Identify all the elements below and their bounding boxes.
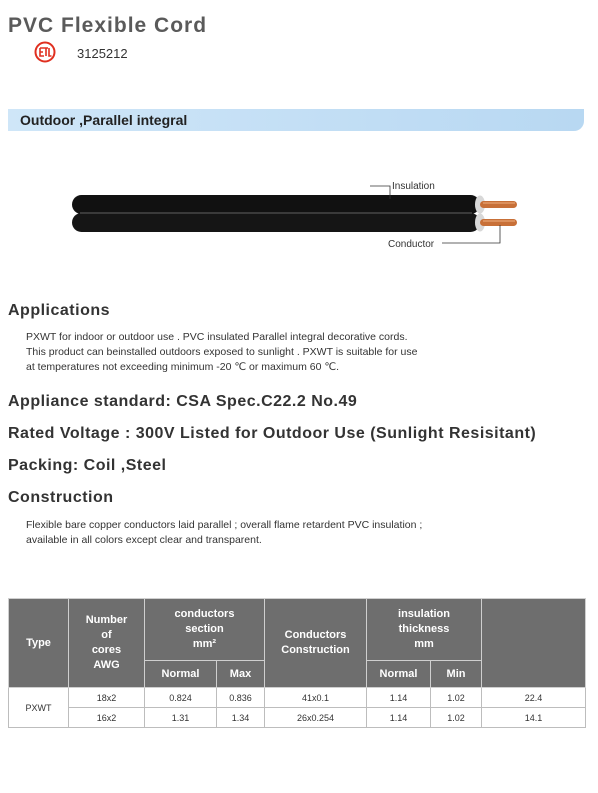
section-normal-cell: 0.824 xyxy=(145,688,217,708)
construction-text xyxy=(26,518,422,548)
header-cores: Number of cores AWG xyxy=(69,599,145,688)
header-section-max: Max xyxy=(217,661,265,688)
page-title: PVC Flexible Cord xyxy=(8,14,208,37)
cable-diagram xyxy=(70,175,530,265)
cable-jacket-upper xyxy=(72,195,480,214)
insulation-normal-cell: 1.14 xyxy=(367,688,431,708)
header-section-normal: Normal xyxy=(145,661,217,688)
applications-line: at temperatures not exceeding minimum -20 ℃ or maximum 60 ℃. xyxy=(26,361,340,373)
construction-line: available in all colors except clear and transparent. xyxy=(26,534,262,546)
packing: Packing: Coil ,Steel xyxy=(8,457,167,474)
cable-highlight xyxy=(80,212,472,214)
applications-line: This product can beinstalled outdoors exposed to sunlight . PXWT is suitable for use xyxy=(26,346,418,358)
header-last xyxy=(482,599,586,688)
conductor-label: Conductor xyxy=(388,239,435,250)
header-construction: Conductors Construction xyxy=(265,599,367,688)
construction-heading: Construction xyxy=(8,489,114,506)
applications-line: PXWT for indoor or outdoor use . PVC insulated Parallel integral decorative cords. xyxy=(26,331,408,343)
insulation-normal-cell: 1.14 xyxy=(367,708,431,728)
cores-cell: 16x2 xyxy=(69,708,145,728)
table-row xyxy=(9,688,586,708)
header-insulation-thickness: insulation thickness mm xyxy=(367,599,482,661)
applications-text xyxy=(26,330,417,375)
header-insulation-normal: Normal xyxy=(367,661,431,688)
rated-voltage: Rated Voltage : 300V Listed for Outdoor Use (Sunlight Resisitant) xyxy=(8,425,537,442)
construction-line: Flexible bare copper conductors laid parallel ; overall flame retardent PVC insulation ; xyxy=(26,519,423,531)
section-normal-cell: 1.31 xyxy=(145,708,217,728)
section-max-cell: 0.836 xyxy=(217,688,265,708)
header-type: Type xyxy=(9,599,69,688)
cores-cell: 18x2 xyxy=(69,688,145,708)
certificate-number: 3125212 xyxy=(77,46,128,61)
header-conductor-section: conductors section mm² xyxy=(145,599,265,661)
insulation-label: Insulation xyxy=(392,181,435,192)
banner-title: Outdoor ,Parallel integral xyxy=(20,112,188,128)
header-insulation-min: Min xyxy=(431,661,482,688)
type-cell: PXWT xyxy=(9,688,69,728)
conductor-lower xyxy=(480,219,517,226)
applications-heading: Applications xyxy=(8,302,111,319)
last-cell: 14.1 xyxy=(482,708,586,728)
etl-listed-icon xyxy=(34,41,56,63)
conductor-upper xyxy=(480,201,517,208)
specification-table xyxy=(8,598,586,728)
insulation-min-cell: 1.02 xyxy=(431,708,482,728)
cable-jacket-lower xyxy=(72,213,480,232)
section-max-cell: 1.34 xyxy=(217,708,265,728)
last-cell: 22.4 xyxy=(482,688,586,708)
section-banner xyxy=(8,109,584,131)
insulation-min-cell: 1.02 xyxy=(431,688,482,708)
appliance-standard: Appliance standard: CSA Spec.C22.2 No.49 xyxy=(8,393,358,410)
construction-cell: 41x0.1 xyxy=(265,688,367,708)
table-row xyxy=(9,708,586,728)
construction-cell: 26x0.254 xyxy=(265,708,367,728)
